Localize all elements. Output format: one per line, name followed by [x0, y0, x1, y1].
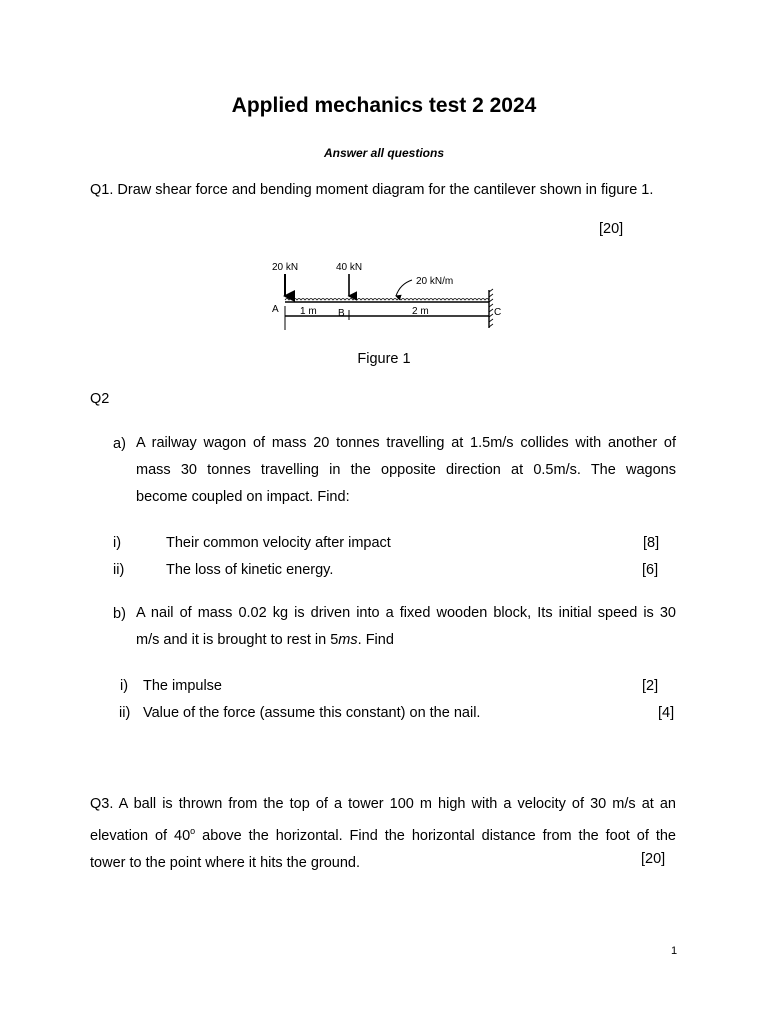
- q2b-item-2-num: ii): [119, 705, 131, 721]
- q2a-text: [136, 430, 676, 511]
- figure-caption: Figure 1: [357, 351, 411, 367]
- q2b-line-1: A nail of mass 0.02 kg is driven into a fixed wooden block, Its initial speed is 30: [136, 605, 676, 621]
- dim-label-bc: 2 m: [412, 306, 429, 317]
- q2a-line-2: mass 30 tonnes travelling in the opposite direction at 0.5m/s. The wagons: [136, 462, 676, 478]
- q2b-item-2-text: Value of the force (assume this constant) on the nail.: [143, 705, 481, 721]
- q3-text: [90, 791, 676, 877]
- q2a-line-1: A railway wagon of mass 20 tonnes travelling at 1.5m/s collides with another of: [136, 435, 676, 451]
- q3-line-2: [90, 818, 676, 850]
- q2b-text: [136, 600, 676, 654]
- udl-pointer: [396, 280, 412, 296]
- q2b-line-2-unit: ms: [338, 632, 358, 648]
- beam: [285, 299, 489, 303]
- q1-text: Q1. Draw shear force and bending moment diagram for the cantilever shown in figure 1.: [90, 182, 654, 198]
- q2b-item-1-text: The impulse: [143, 678, 222, 694]
- load-label-b: 40 kN: [336, 262, 363, 273]
- udl-label: 20 kN/m: [416, 276, 454, 287]
- q2-label: Q2: [90, 391, 110, 407]
- page-title: Applied mechanics test 2 2024: [231, 94, 537, 117]
- q2b-marker: b): [113, 606, 126, 622]
- q2a-item-1-num: i): [113, 535, 122, 551]
- page-number: 1: [671, 945, 678, 957]
- q3-marks: [20]: [641, 851, 666, 867]
- q2b-item-2-marks: [4]: [658, 705, 675, 721]
- point-label-a: A: [272, 304, 279, 315]
- q2b-item-1-num: i): [120, 678, 129, 694]
- q3-line-3: tower to the point where it hits the ground.: [90, 854, 361, 871]
- q2a-item-2-num: ii): [113, 562, 125, 578]
- point-label-b: B: [338, 308, 345, 319]
- dim-label-ab: 1 m: [300, 306, 317, 317]
- q2b-line-2: [136, 627, 676, 654]
- q2a-line-3: become coupled on impact. Find:: [136, 489, 350, 505]
- q2a-item-1-text: Their common velocity after impact: [166, 535, 391, 551]
- q2a-item-2-text: The loss of kinetic energy.: [166, 562, 334, 578]
- q2b-line-2-pre: m/s and it is brought to rest in 5: [136, 632, 339, 648]
- instructions: Answer all questions: [323, 146, 445, 160]
- point-label-c: C: [494, 307, 502, 318]
- fixed-support: [489, 289, 493, 328]
- q3-line-2-pre: elevation of 40: [90, 827, 191, 844]
- q2a-item-2-marks: [6]: [642, 562, 659, 578]
- q2a-item-1-marks: [8]: [643, 535, 660, 551]
- q2a-marker: a): [113, 436, 126, 452]
- q3-line-2-post: above the horizontal. Find the horizontal distance from the foot of the: [195, 827, 676, 844]
- cantilever-figure: [262, 256, 512, 336]
- load-label-a: 20 kN: [272, 262, 299, 273]
- q3-line-1: Q3. A ball is thrown from the top of a tower 100 m high with a velocity of 30 m/s at an: [90, 796, 676, 812]
- q1-marks: [20]: [599, 221, 624, 237]
- degree-symbol: o: [190, 826, 196, 836]
- q2b-item-1-marks: [2]: [642, 678, 659, 694]
- q2b-line-2-post: . Find: [357, 632, 394, 648]
